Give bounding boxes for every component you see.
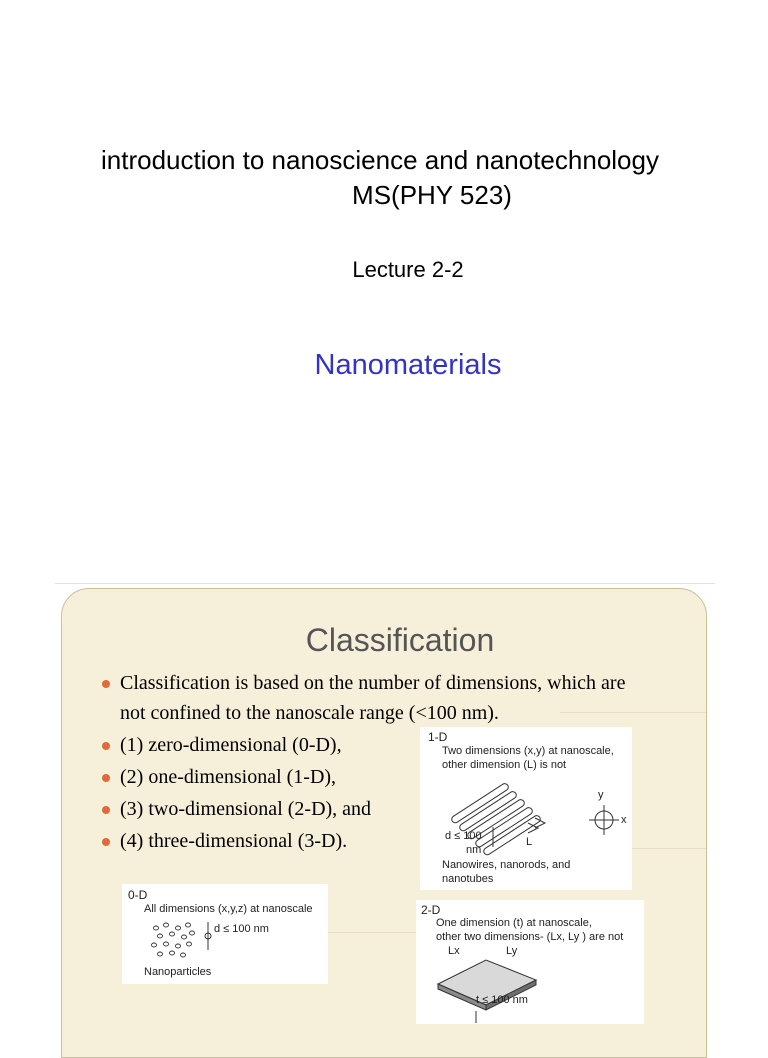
figure-tag: 1-D — [428, 730, 448, 744]
decorative-line — [328, 932, 418, 933]
figure-2d — [416, 900, 644, 1024]
thickness-label: t ≤ 100 nm — [476, 994, 528, 1006]
axis-x-label: x — [621, 814, 627, 826]
course-code: MS(PHY 523) — [352, 180, 512, 210]
size-label: d ≤ 100 nm — [214, 923, 269, 935]
figure-desc: All dimensions (x,y,z) at nanoscale — [144, 903, 313, 915]
topic-heading: Nanomaterials — [314, 349, 502, 381]
axis-y-label: y — [598, 789, 604, 801]
figure-tag: 2-D — [421, 903, 441, 917]
bullet-item: (4) three-dimensional (3-D). — [100, 826, 640, 856]
figure-desc: other two dimensions- (Lx, Ly ) are not — [436, 931, 624, 943]
figure-desc: Two dimensions (x,y) at nanoscale, — [442, 745, 614, 757]
figure-0d — [122, 884, 328, 984]
course-title: introduction to nanoscience and nanotechnology — [101, 145, 659, 175]
bullet-item: (3) two-dimensional (2-D), and — [100, 794, 640, 824]
figure-desc: One dimension (t) at nanoscale, — [436, 917, 592, 929]
nanofilm-diagram — [416, 900, 644, 1024]
decorative-line — [630, 848, 706, 849]
figure-caption: Nanoparticles — [144, 966, 212, 978]
bullet-item: (2) one-dimensional (1-D), — [100, 762, 640, 792]
bullet-item: (1) zero-dimensional (0-D), — [100, 730, 640, 760]
figure-tag: 0-D — [128, 888, 148, 902]
size-unit: nm — [466, 844, 482, 856]
figure-1d — [420, 727, 632, 890]
size-label: d ≤ 100 — [445, 830, 482, 842]
figure-caption: nanotubes — [442, 873, 494, 885]
slide-title: Classification — [305, 622, 495, 658]
lx-label: Lx — [448, 945, 460, 957]
slide-divider — [55, 583, 715, 584]
figure-desc: other dimension (L) is not — [442, 759, 567, 771]
length-label: L — [526, 836, 533, 848]
lecture-label: Lecture 2-2 — [352, 257, 464, 282]
ly-label: Ly — [506, 945, 518, 957]
bullet-item: Classification is based on the number of dimensions, which are not confined to the nanoscale range (<100 nm). — [100, 668, 640, 728]
figure-caption: Nanowires, nanorods, and — [442, 859, 571, 871]
